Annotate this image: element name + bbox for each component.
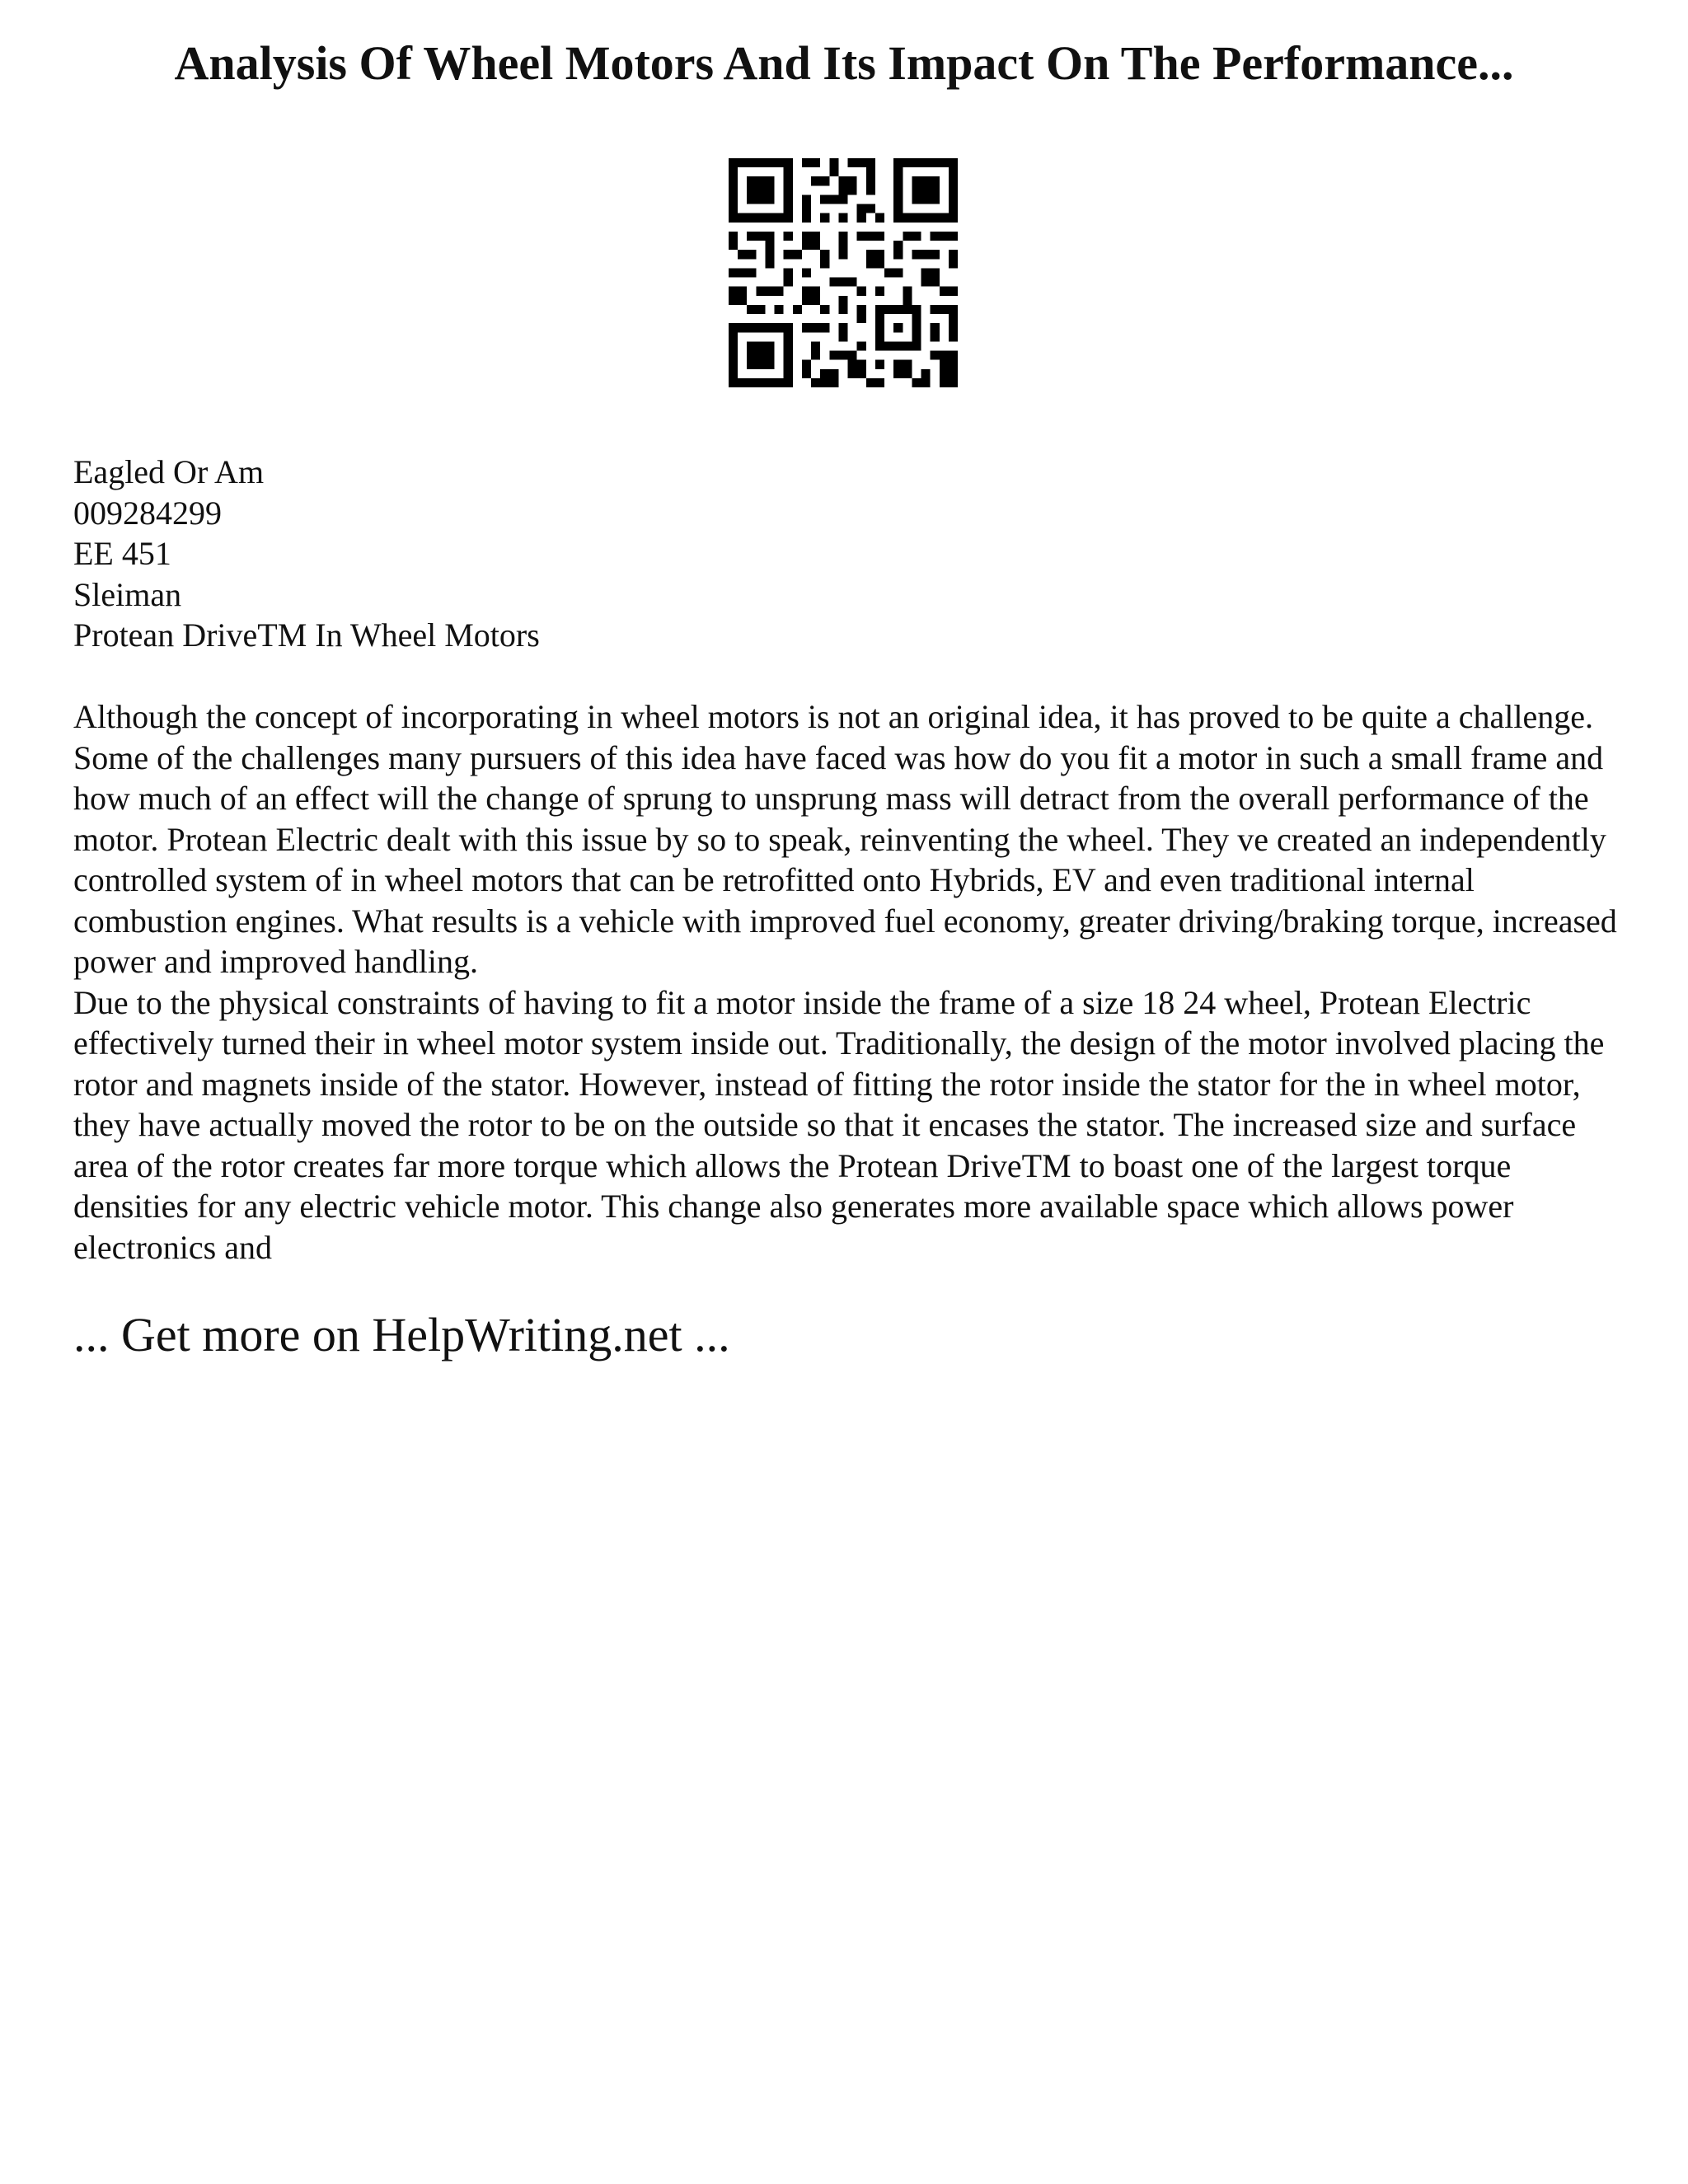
- qr-code-icon: [729, 158, 958, 387]
- document-title: Analysis Of Wheel Motors And Its Impact On The Performance...: [174, 36, 1514, 90]
- paragraph: Due to the physical constraints of having to fit a motor inside the frame of a size 18 24 wheel, Protean Electric effectively turned their in wheel motor system inside out. Traditionally, the design of the motor involved placing the rotor and magnets inside of the stator. However, instead of fitting the rotor inside the stator for the in wheel motor, they have actually moved the rotor to be on the outside so that it encases the stator. The increased size and surface area of the rotor creates far more torque which allows the Protean DriveTM to boast one of the largest torque densities for any electric vehicle motor. This change also generates more available space which allows power electronics and: [73, 983, 1605, 1266]
- author-name: Eagled Or Am: [73, 453, 265, 490]
- instructor-name: Sleiman: [73, 575, 182, 613]
- paragraph: Although the concept of incorporating in wheel motors is not an original idea, it has proved to be quite a challenge. Some of the challenges many pursuers of this idea have faced was how do you fit a motor in such a small frame and how much of an effect will the change of sprung to unsprung mass will detract from the overall performance of the motor. Protean Electric dealt with this issue by so to speak, reinventing the wheel. They ve created an independently controlled system of in wheel motors that can be retrofitted onto Hybrids, EV and even traditional internal combustion engines. What results is a vehicle with improved fuel economy, greater driving/braking torque, increased power and improved handling.: [73, 698, 1617, 980]
- essay-subtitle: Protean DriveTM In Wheel Motors: [73, 616, 540, 654]
- student-id: 009284299: [73, 494, 222, 532]
- essay-body: [73, 696, 1623, 1268]
- course-code: EE 451: [73, 535, 171, 572]
- get-more-link[interactable]: ... Get more on HelpWriting.net ...: [73, 1308, 730, 1361]
- author-info-block: [73, 452, 540, 656]
